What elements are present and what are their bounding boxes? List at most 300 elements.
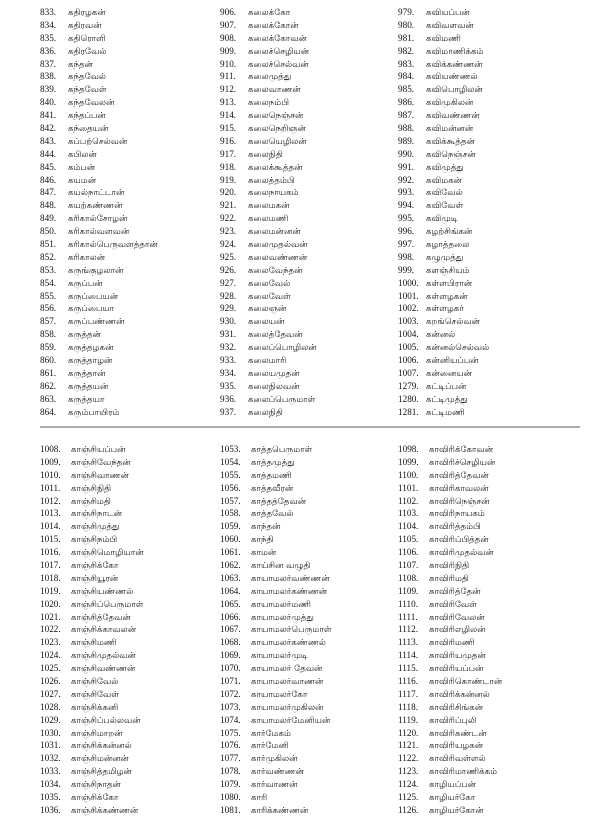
name-entry [398, 688, 502, 701]
entry-number: 1061. [220, 547, 241, 558]
entry-name: கலைநெஞ்சன் [248, 111, 304, 122]
entry-number: 1125. [398, 792, 419, 803]
entry-number: 839. [40, 84, 57, 95]
entry-number: 1102. [398, 495, 419, 506]
entry-name: கரிகால்வளவன் [68, 227, 130, 238]
entry-number: 1031. [40, 740, 61, 751]
name-entry [40, 251, 158, 264]
name-entry [398, 482, 502, 495]
name-entry [398, 186, 489, 199]
entry-number: 1280. [398, 393, 419, 404]
entry-name: கந்தப்பன் [68, 111, 106, 122]
name-entry [40, 559, 144, 572]
entry-name: கருத்தான் [68, 368, 106, 379]
entry-name: காவிரித்தேவன் [429, 470, 489, 481]
name-entry [398, 174, 489, 187]
name-entry [220, 290, 317, 303]
entry-number: 1067. [220, 624, 241, 635]
entry-number: 918. [220, 161, 237, 172]
name-entry [40, 649, 144, 662]
entry-name: கலைச்செழியன் [248, 46, 310, 57]
name-entry [398, 636, 502, 649]
name-entry [398, 533, 502, 546]
name-entry [220, 572, 332, 585]
entry-number: 864. [40, 406, 57, 417]
entry-number: 1019. [40, 585, 61, 596]
name-entry [220, 302, 317, 315]
entry-name: கவிமாணிக்கம் [426, 46, 484, 57]
entry-name: கலைவாணன் [248, 85, 301, 96]
entry-name: கலைக்கூத்தன் [248, 162, 303, 173]
entry-name: கன்னியப்பன் [426, 356, 479, 367]
name-entry [40, 328, 158, 341]
entry-number: 979. [398, 7, 415, 17]
entry-name: காத்தத்தேவன் [251, 496, 307, 507]
entry-name: காவிரிஎழிலன் [429, 625, 486, 636]
entry-number: 914. [220, 110, 237, 121]
entry-number: 1004. [398, 329, 419, 340]
name-entry [40, 701, 144, 714]
entry-number: 906. [220, 7, 237, 17]
entry-number: 1080. [220, 792, 241, 803]
entry-name: கருத்தயா [68, 394, 105, 405]
entry-name: கள்ளபிரான் [426, 278, 473, 289]
entry-number: 991. [398, 161, 415, 172]
name-entry [40, 238, 158, 251]
entry-number: 1073. [220, 701, 241, 712]
entry-name: கந்தன் [68, 59, 93, 70]
section-divider [40, 426, 580, 428]
entry-number: 1036. [40, 804, 61, 815]
entry-number: 1000. [398, 277, 419, 288]
entry-number: 852. [40, 251, 57, 262]
entry-name: கதிரவேல் [68, 46, 107, 57]
entry-number: 984. [398, 71, 415, 82]
entry-name: கவிமுகிலன் [426, 98, 474, 109]
name-entry [40, 161, 158, 174]
entry-number: 1074. [220, 714, 241, 725]
entry-name: காயாமலர்வண்ணன் [251, 573, 330, 584]
entry-number: 1058. [220, 508, 241, 519]
entry-name: கார்வண்ணன் [251, 767, 304, 778]
entry-name: கழற்சிங்கன் [426, 227, 473, 238]
entry-name: கலைநிலவன் [248, 381, 300, 392]
entry-number: 843. [40, 135, 57, 146]
entry-number: 1107. [398, 560, 419, 571]
entry-name: காஞ்சிவேந்தன் [71, 457, 131, 468]
name-entry [398, 701, 502, 714]
entry-name: காஞ்சிமாறன் [71, 728, 123, 739]
entry-number: 840. [40, 97, 57, 108]
entry-number: 849. [40, 213, 57, 224]
entry-name: கபிலன் [68, 149, 97, 160]
entry-name: கலைக்கோ [248, 8, 291, 18]
entry-name: காய்சின வழுதி [251, 561, 311, 572]
entry-number: 1029. [40, 714, 61, 725]
name-entry [40, 482, 144, 495]
name-entry [40, 623, 144, 636]
entry-name: காஞ்சிநிதி [71, 483, 112, 494]
name-entry [398, 354, 489, 367]
name-entry [220, 70, 317, 83]
name-entry [40, 83, 158, 96]
entry-number: 853. [40, 264, 57, 275]
name-entry [220, 341, 317, 354]
entry-name: காவிரிகாவலன் [429, 483, 489, 494]
entry-number: 1021. [40, 611, 61, 622]
entry-name: காஞ்சிப்பல்லவன் [71, 715, 141, 726]
name-entry [40, 6, 158, 19]
name-entry [398, 122, 489, 135]
entry-name: கலைநிதி [248, 407, 283, 418]
entry-number: 1279. [398, 380, 419, 391]
name-entry [220, 507, 332, 520]
name-entry [220, 752, 332, 765]
name-entry [40, 19, 158, 32]
name-entry [220, 96, 317, 109]
name-entry [398, 277, 489, 290]
entry-name: கலைமாரி [248, 356, 287, 367]
entry-name: கரிகால்சோழன் [68, 214, 128, 225]
name-entry [40, 148, 158, 161]
entry-number: 1077. [220, 753, 241, 764]
name-entry [398, 520, 502, 533]
name-entry [40, 96, 158, 109]
name-entry [398, 752, 502, 765]
entry-number: 1015. [40, 534, 61, 545]
entry-name: காவிரியமுதன் [429, 651, 486, 662]
entry-name: காஞ்சிமொழியான் [71, 548, 144, 559]
name-entry [398, 96, 489, 109]
name-entry [398, 135, 489, 148]
entry-number: 1064. [220, 585, 241, 596]
entry-name: காஞ்சிக்கோ [71, 793, 119, 804]
name-entry [220, 688, 332, 701]
name-entry [220, 45, 317, 58]
name-entry [220, 354, 317, 367]
entry-number: 1001. [398, 290, 419, 301]
entry-number: 925. [220, 251, 237, 262]
entry-number: 1016. [40, 547, 61, 558]
name-entry [40, 277, 158, 290]
name-entry [398, 341, 489, 354]
name-entry [220, 546, 332, 559]
top-column-1 [40, 6, 158, 419]
entry-number: 861. [40, 367, 57, 378]
name-entry [398, 649, 502, 662]
name-entry [220, 174, 317, 187]
entry-number: 1022. [40, 624, 61, 635]
name-entry [220, 765, 332, 778]
entry-name: கருத்தன் [68, 330, 101, 341]
entry-number: 934. [220, 367, 237, 378]
entry-name: கலைச்செல்வன் [248, 59, 309, 70]
entry-number: 983. [398, 58, 415, 69]
entry-number: 1059. [220, 521, 241, 532]
entry-name: காஞ்சித்தேவன் [71, 612, 131, 623]
name-entry [398, 380, 489, 393]
entry-name: கயற்கண்ணன் [68, 201, 123, 212]
name-entry [40, 32, 158, 45]
entry-name: கட்டிமுத்து [426, 394, 468, 405]
entry-name: கவியப்பன் [426, 8, 470, 18]
entry-number: 862. [40, 380, 57, 391]
name-entry [398, 45, 489, 58]
entry-number: 1053. [220, 444, 241, 454]
entry-number: 851. [40, 239, 57, 250]
entry-name: கருப்பண்ணன் [68, 317, 125, 328]
name-entry [220, 611, 332, 624]
name-entry [40, 302, 158, 315]
entry-number: 982. [398, 45, 415, 56]
entry-name: காயாமலர்பெருமாள் [251, 625, 332, 636]
entry-number: 985. [398, 84, 415, 95]
entry-number: 1121. [398, 740, 419, 751]
bottom-column-2 [220, 443, 332, 817]
entry-number: 1056. [220, 482, 241, 493]
entry-number: 1060. [220, 534, 241, 545]
name-entry [398, 238, 489, 251]
name-entry [398, 662, 502, 675]
entry-name: கயமன் [68, 175, 97, 186]
entry-number: 927. [220, 277, 237, 288]
name-entry [398, 611, 502, 624]
entry-number: 999. [398, 264, 415, 275]
name-entry [40, 469, 144, 482]
name-entry [220, 778, 332, 791]
entry-number: 1070. [220, 663, 241, 674]
name-entry [398, 714, 502, 727]
name-entry [398, 469, 502, 482]
name-entry [220, 199, 317, 212]
entry-number: 1002. [398, 303, 419, 314]
name-entry [220, 328, 317, 341]
name-entry [220, 533, 332, 546]
entry-number: 1109. [398, 585, 419, 596]
name-entry [220, 649, 332, 662]
entry-name: காத்தபெருமாள் [251, 445, 313, 455]
entry-number: 1113. [398, 637, 418, 648]
name-entry [398, 148, 489, 161]
entry-name: கருத்தாழன் [68, 356, 113, 367]
entry-number: 1066. [220, 611, 241, 622]
entry-name: காஞ்சிவேள் [71, 689, 120, 700]
entry-number: 922. [220, 213, 237, 224]
name-entry [220, 456, 332, 469]
entry-number: 980. [398, 19, 415, 30]
entry-name: கலைமணி [248, 214, 289, 225]
entry-number: 933. [220, 355, 237, 366]
entry-number: 1122. [398, 753, 419, 764]
entry-number: 842. [40, 123, 57, 134]
entry-name: கந்தையன் [68, 124, 109, 135]
entry-name: காயாமலர்வாணன் [251, 677, 324, 688]
name-entry [220, 238, 317, 251]
entry-number: 1071. [220, 676, 241, 687]
name-entry [220, 148, 317, 161]
entry-number: 855. [40, 290, 57, 301]
entry-name: காத்தவீரன் [251, 483, 294, 494]
entry-number: 1075. [220, 727, 241, 738]
entry-name: காயாமலர்மேனியன் [251, 715, 331, 726]
entry-number: 860. [40, 355, 57, 366]
entry-name: கலைவேல் [248, 278, 291, 289]
name-entry [220, 135, 317, 148]
entry-name: கன்னல் [426, 330, 456, 341]
entry-name: காவிரிநெஞ்சன் [429, 496, 490, 507]
top-column-3 [398, 6, 489, 419]
bottom-column-1 [40, 443, 144, 817]
name-entry [40, 315, 158, 328]
entry-number: 1054. [220, 456, 241, 467]
entry-name: கவிமுடி [426, 214, 458, 225]
name-entry [220, 739, 332, 752]
entry-name: கவிமன்னன் [426, 124, 474, 135]
name-entry [40, 354, 158, 367]
name-entry [220, 636, 332, 649]
entry-name: கலைவேள் [248, 291, 291, 302]
entry-name: கவிக்கண்ணன் [426, 59, 483, 70]
name-entry [220, 791, 332, 804]
entry-name: காவிரிமுதல்வன் [429, 548, 494, 559]
entry-number: 854. [40, 277, 57, 288]
entry-number: 1017. [40, 560, 61, 571]
entry-number: 838. [40, 71, 57, 82]
entry-number: 907. [220, 19, 237, 30]
entry-name: கதிரொளி [68, 33, 106, 44]
name-entry [40, 520, 144, 533]
entry-name: கப்பற்செல்வன் [68, 136, 128, 147]
entry-name: கருத்தழகன் [68, 343, 114, 354]
entry-name: கலைநிதி [248, 149, 283, 160]
entry-name: கவிமகன் [426, 175, 463, 186]
name-entry [398, 675, 502, 688]
entry-name: கலைமகன் [248, 201, 290, 212]
entry-number: 1108. [398, 572, 419, 583]
entry-name: காவிரிநிதி [429, 561, 470, 572]
entry-number: 1013. [40, 508, 61, 519]
name-entry [398, 559, 502, 572]
entry-number: 1034. [40, 779, 61, 790]
entry-number: 931. [220, 329, 237, 340]
entry-number: 837. [40, 58, 57, 69]
name-entry [398, 456, 502, 469]
entry-number: 834. [40, 19, 57, 30]
entry-name: கலையன் [248, 317, 285, 328]
entry-number: 989. [398, 135, 415, 146]
name-entry [40, 611, 144, 624]
entry-name: கலைவேந்தன் [248, 265, 303, 276]
entry-name: காவிரிசிங்கன் [429, 702, 484, 713]
entry-name: காஞ்சிக்கண்ணன் [71, 805, 139, 816]
entry-name: காஞ்சிமன்னன் [71, 754, 129, 765]
entry-number: 1072. [220, 688, 241, 699]
entry-name: காஞ்சிநாடன் [71, 509, 123, 520]
entry-name: காழியப்பன் [429, 780, 476, 791]
entry-name: காவிரிகண்டன் [429, 728, 487, 739]
entry-number: 1079. [220, 779, 241, 790]
name-entry [40, 752, 144, 765]
name-entry [398, 328, 489, 341]
entry-number: 850. [40, 226, 57, 237]
name-entry [40, 636, 144, 649]
entry-name: கரிகாலன் [68, 252, 106, 263]
entry-name: காவிரிவள்ளல் [429, 754, 486, 765]
name-entry [40, 122, 158, 135]
name-entry [398, 264, 489, 277]
entry-name: கவிநெஞ்சன் [426, 149, 476, 160]
name-entry [40, 546, 144, 559]
entry-number: 921. [220, 200, 237, 211]
name-entry [40, 186, 158, 199]
entry-name: களஞ்சியம் [426, 265, 470, 276]
entry-number: 1119. [398, 714, 418, 725]
entry-name: காவிரிக்கோவன் [429, 445, 494, 455]
name-entry [40, 662, 144, 675]
entry-name: கலைப்பொழிலன் [248, 343, 317, 354]
entry-name: காழியர்கோன் [429, 805, 484, 816]
entry-name: கார்மேனி [251, 741, 289, 752]
name-entry [40, 109, 158, 122]
entry-name: காஞ்சிக்கனி [71, 702, 119, 713]
entry-name: கன்னல்செல்வல் [426, 343, 490, 354]
name-entry [220, 83, 317, 96]
name-entry [40, 456, 144, 469]
entry-number: 1126. [398, 804, 419, 815]
name-entry [40, 495, 144, 508]
entry-number: 1117. [398, 688, 418, 699]
name-entry [398, 623, 502, 636]
entry-number: 1068. [220, 637, 241, 648]
entry-name: காஞ்சியூரன் [71, 573, 119, 584]
entry-name: கந்தவேல் [68, 72, 107, 83]
entry-number: 1055. [220, 469, 241, 480]
entry-number: 836. [40, 45, 57, 56]
name-entry [40, 572, 144, 585]
entry-number: 929. [220, 303, 237, 314]
name-entry [398, 83, 489, 96]
entry-number: 926. [220, 264, 237, 275]
name-entry [398, 32, 489, 45]
entry-number: 1010. [40, 469, 61, 480]
entry-name: காவிரிவேள் [429, 599, 478, 610]
entry-name: காஞ்சிநாதன் [71, 780, 121, 791]
entry-number: 988. [398, 123, 415, 134]
entry-number: 1011. [40, 482, 61, 493]
name-entry [220, 225, 317, 238]
entry-number: 844. [40, 148, 57, 159]
name-entry [220, 315, 317, 328]
entry-number: 932. [220, 342, 237, 353]
entry-name: கலைத்தேவன் [248, 330, 303, 341]
entry-name: கந்தவேலன் [68, 98, 115, 109]
name-entry [398, 212, 489, 225]
entry-number: 859. [40, 342, 57, 353]
entry-number: 994. [398, 200, 415, 211]
name-entry [220, 482, 332, 495]
entry-number: 1035. [40, 792, 61, 803]
entry-number: 1024. [40, 650, 61, 661]
entry-number: 1065. [220, 598, 241, 609]
entry-name: காவிரிப்பித்தன் [429, 535, 489, 546]
entry-number: 1099. [398, 456, 419, 467]
entry-name: காவிரிமாணிக்கம் [429, 767, 498, 778]
name-entry [40, 778, 144, 791]
name-entry [40, 598, 144, 611]
entry-name: காவிரிக்கன்னல் [429, 689, 490, 700]
name-entry [398, 6, 489, 19]
entry-name: காவிரிகொண்டான் [429, 677, 503, 688]
